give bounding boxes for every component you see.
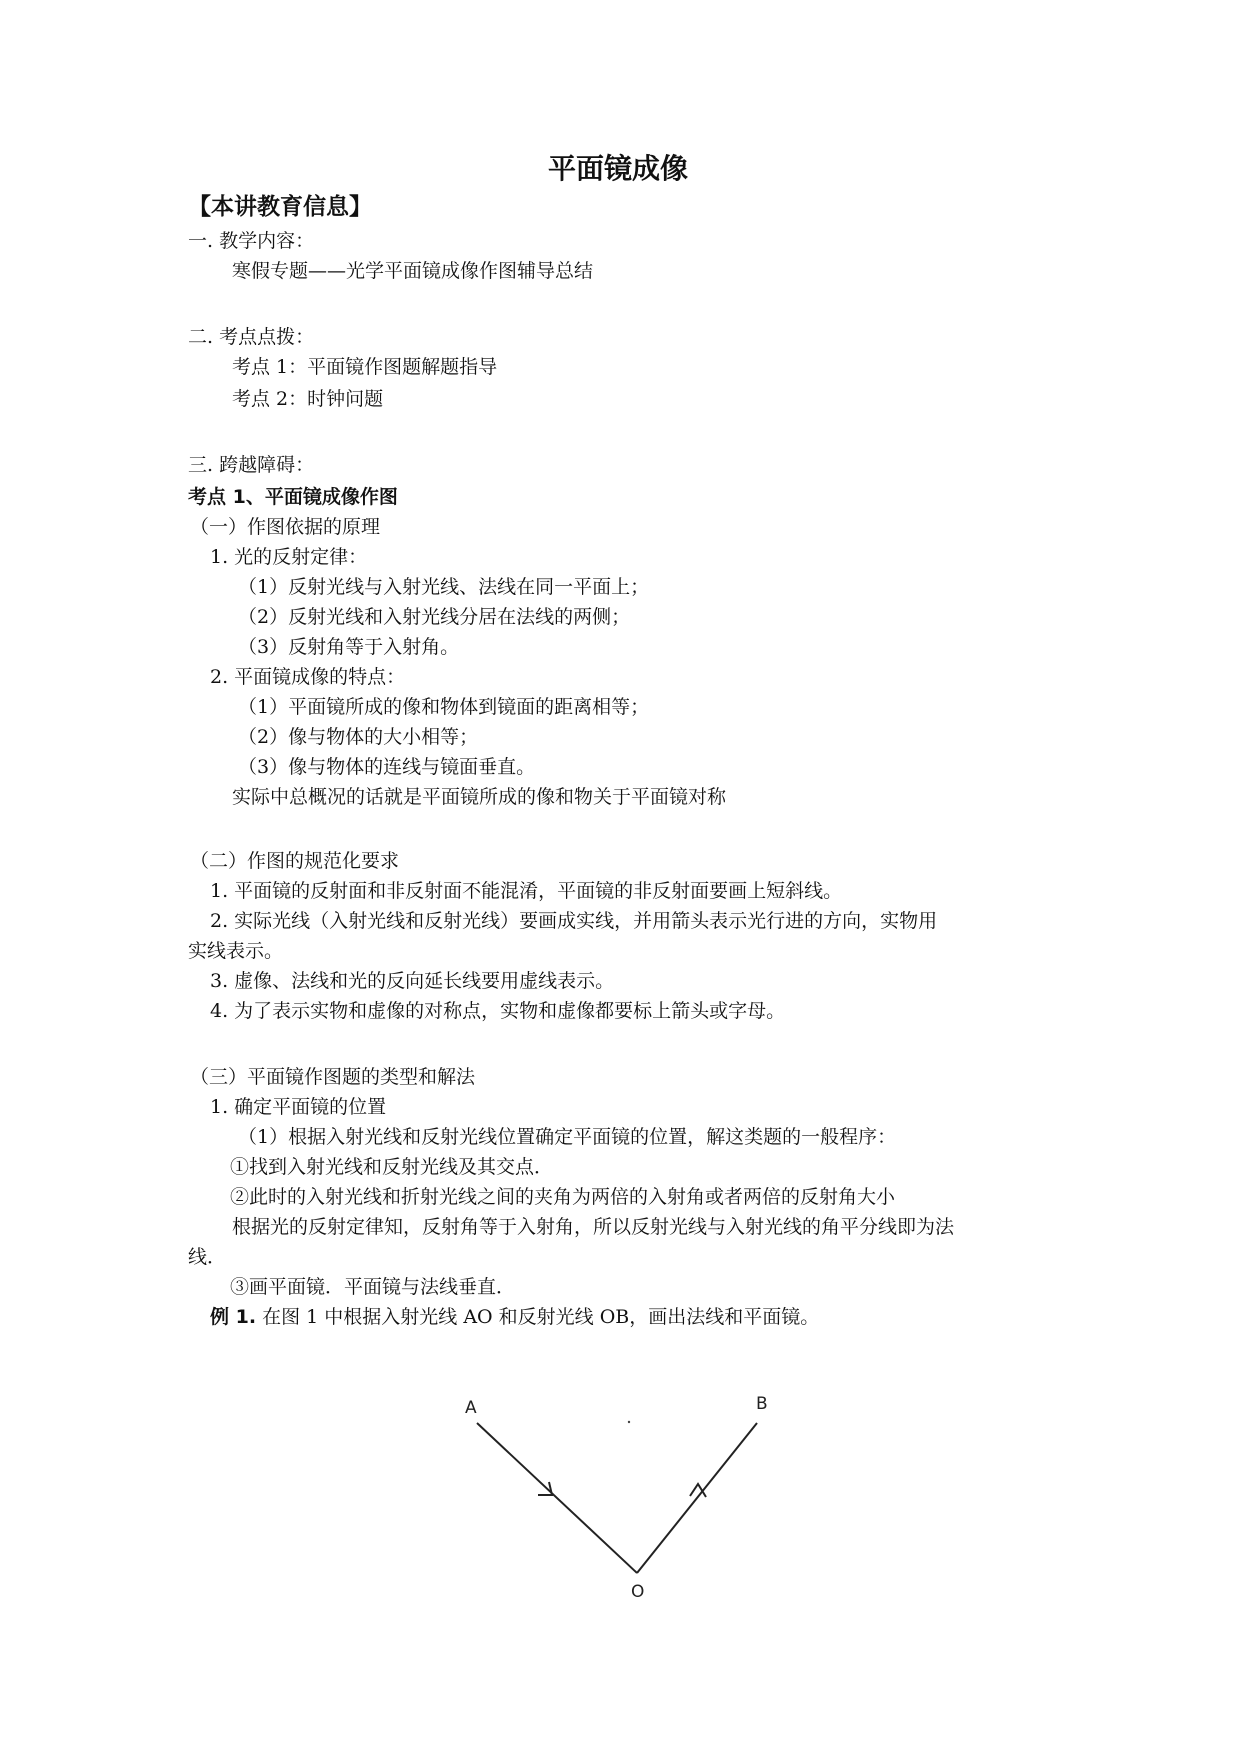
example-1 xyxy=(210,1306,819,1328)
sub1-heading: （一）作图依据的原理 xyxy=(190,516,381,538)
sub3-item: 1. 确定平面镜的位置 xyxy=(210,1096,387,1118)
label-b: B xyxy=(756,1395,768,1414)
mirror-summary: 实际中总概况的话就是平面镜所成的像和物关于平面镜对称 xyxy=(232,786,727,808)
part2-item: 考点 2：时钟问题 xyxy=(232,388,384,410)
part2-item: 考点 1：平面镜作图题解题指导 xyxy=(232,356,498,378)
law-item: （2）反射光线和入射光线分居在法线的两侧； xyxy=(238,606,631,628)
mirror-title: 2. 平面镜成像的特点： xyxy=(210,666,406,688)
mirror-item: （2）像与物体的大小相等； xyxy=(238,726,479,748)
incident-arrow-icon xyxy=(538,1482,552,1495)
stray-dot xyxy=(628,1421,630,1423)
part1-heading: 一. 教学内容： xyxy=(188,230,315,252)
law-item: （1）反射光线与入射光线、法线在同一平面上； xyxy=(238,576,650,598)
label-a: A xyxy=(465,1398,477,1418)
kaodian1-heading: 考点 1、平面镜成像作图 xyxy=(188,486,398,508)
reason-line: 线． xyxy=(188,1246,227,1268)
section-header: 【本讲教育信息】 xyxy=(188,194,372,220)
step-3: ③画平面镜．平面镜与法线垂直． xyxy=(230,1276,516,1298)
part2-heading: 二. 考点点拨： xyxy=(188,326,315,348)
part1-content: 寒假专题——光学平面镜成像作图辅导总结 xyxy=(232,260,594,282)
example-label: 例 1. xyxy=(210,1306,257,1328)
mirror-item: （3）像与物体的连线与镜面垂直。 xyxy=(238,756,536,778)
sub2-item: 4. 为了表示实物和虚像的对称点，实物和虚像都要标上箭头或字母。 xyxy=(210,1000,786,1022)
sub2-item: 2. 实际光线（入射光线和反射光线）要画成实线，并用箭头表示光行进的方向，实物用 xyxy=(210,910,938,932)
figure-1-reflection-diagram xyxy=(455,1395,795,1605)
mirror-item: （1）平面镜所成的像和物体到镜面的距离相等； xyxy=(238,696,650,718)
sub2-item-continuation: 实线表示。 xyxy=(188,940,284,962)
example-text: 在图 1 中根据入射光线 AO 和反射光线 OB，画出法线和平面镜。 xyxy=(262,1306,820,1328)
sub3-heading: （三）平面镜作图题的类型和解法 xyxy=(190,1066,476,1088)
sub2-item: 3. 虚像、法线和光的反向延长线要用虚线表示。 xyxy=(210,970,615,992)
law-item: （3）反射角等于入射角。 xyxy=(238,636,460,658)
reason-line: 根据光的反射定律知，反射角等于入射角，所以反射光线与入射光线的角平分线即为法 xyxy=(232,1216,955,1238)
incident-ray-ao xyxy=(477,1423,637,1573)
reflected-ray-ob xyxy=(637,1423,757,1573)
law-title: 1. 光的反射定律： xyxy=(210,546,368,568)
part3-heading: 三. 跨越障碍： xyxy=(188,454,315,476)
step-2: ②此时的入射光线和折射光线之间的夹角为两倍的入射角或者两倍的反射角大小 xyxy=(230,1186,896,1208)
label-o: O xyxy=(631,1582,645,1602)
procedure-text: （1）根据入射光线和反射光线位置确定平面镜的位置，解这类题的一般程序： xyxy=(238,1126,897,1148)
step-1: ①找到入射光线和反射光线及其交点． xyxy=(230,1156,554,1178)
page-title: 平面镜成像 xyxy=(548,152,689,185)
sub2-heading: （二）作图的规范化要求 xyxy=(190,850,400,872)
sub2-item: 1. 平面镜的反射面和非反射面不能混淆，平面镜的非反射面要画上短斜线。 xyxy=(210,880,843,902)
